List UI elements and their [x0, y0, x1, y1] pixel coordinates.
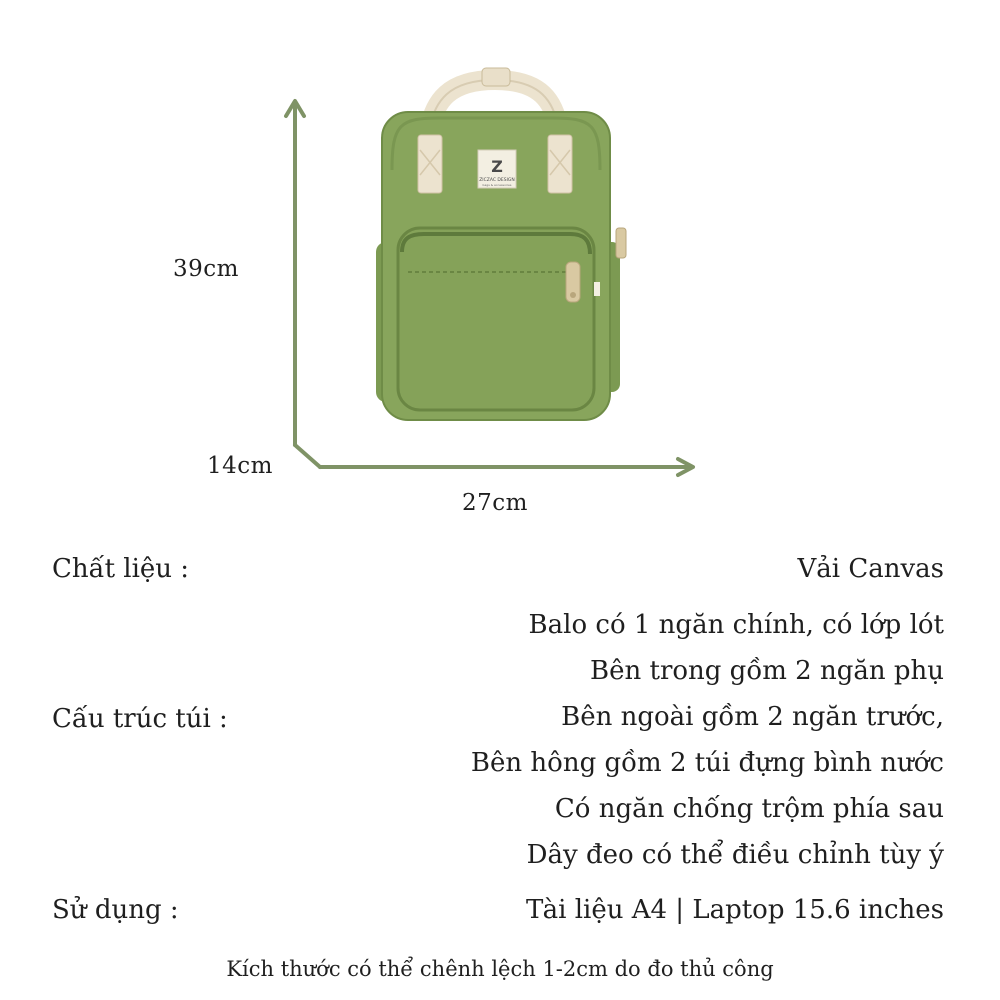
measurement-note: Kích thước có thể chênh lệch 1-2cm do đo thủ công: [226, 957, 774, 981]
structure-line: Bên ngoài gồm 2 ngăn trước,: [561, 702, 944, 732]
structure-line: Balo có 1 ngăn chính, có lớp lót: [528, 610, 944, 640]
structure-line: Có ngăn chống trộm phía sau: [554, 794, 944, 824]
usage-value: Tài liệu A4 | Laptop 15.6 inches: [526, 895, 944, 925]
structure-line: Bên trong gồm 2 ngăn phụ: [590, 656, 944, 686]
depth-label: 14cm: [207, 453, 273, 479]
svg-text:ZICZAC DESIGN: ZICZAC DESIGN: [479, 178, 515, 183]
material-label: Chất liệu :: [52, 554, 190, 584]
svg-text:bags & accessories: bags & accessories: [482, 183, 512, 187]
svg-text:Z: Z: [491, 157, 503, 176]
height-label: 39cm: [173, 256, 239, 282]
depth-arrow: [295, 445, 320, 467]
width-label: 27cm: [462, 490, 528, 516]
structure-line: Dây đeo có thể điều chỉnh tùy ý: [526, 840, 944, 870]
material-value: Vải Canvas: [797, 554, 944, 584]
structure-label: Cấu trúc túi :: [52, 704, 228, 734]
usage-label: Sử dụng :: [52, 895, 179, 925]
structure-line: Bên hông gồm 2 túi đựng bình nước: [470, 748, 944, 778]
backpack-image: [376, 68, 626, 420]
